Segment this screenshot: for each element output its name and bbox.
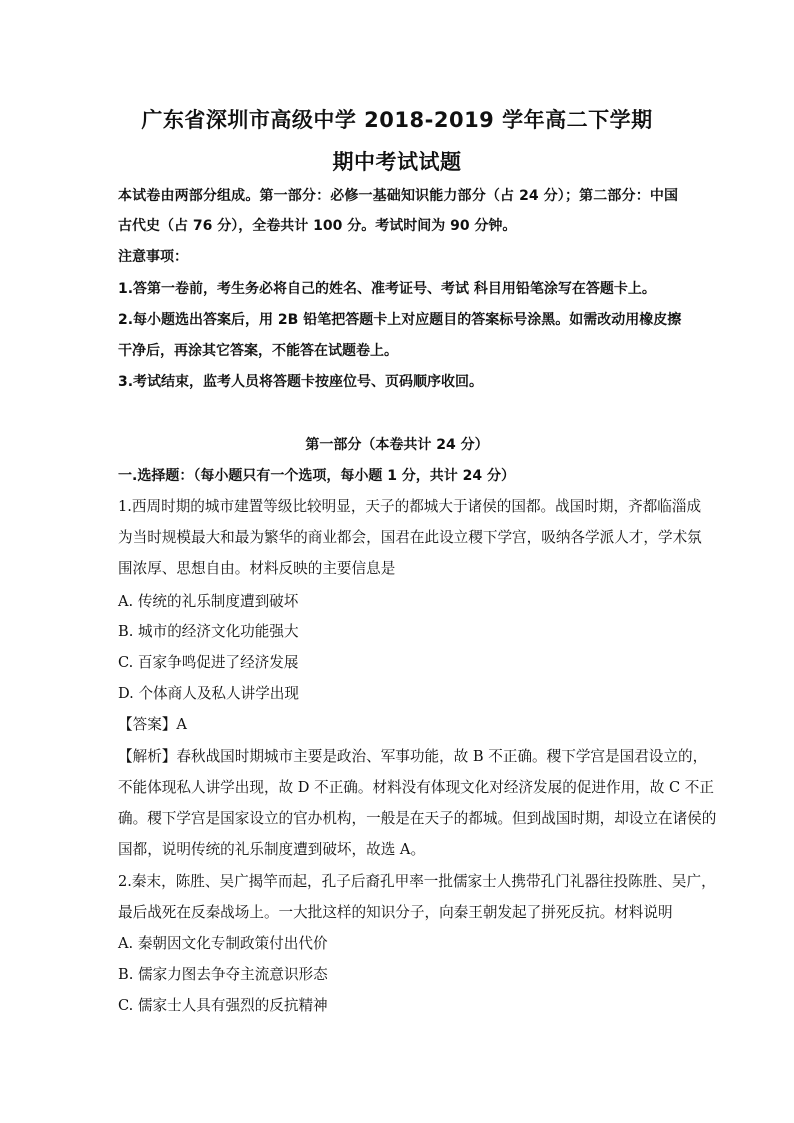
q2-option-a: A. 秦朝因文化专制政策付出代价 [118,935,328,952]
notes-item-3: 3.考试结束，监考人员将答题卡按座位号、页码顺序收回。 [118,374,484,390]
intro-line-2: 古代史（占 76 分），全卷共计 100 分。考试时间为 90 分钟。 [118,218,517,234]
notes-item-2-line-1: 2.每小题选出答案后，用 2B 铅笔把答题卡上对应题目的答案标号涂黑。如需改动用橡皮擦 [118,312,682,328]
q1-option-a: A. 传统的礼乐制度遭到破坏 [118,593,299,610]
q1-analysis-line-4: 国都，说明传统的礼乐制度遭到破坏，故选 A。 [118,841,426,858]
notes-item-2-line-2: 干净后，再涂其它答案，不能答在试题卷上。 [118,343,398,359]
q1-option-d: D. 个体商人及私人讲学出现 [118,685,299,702]
notes-heading: 注意事项： [118,249,188,265]
q2-stem-line-1: 2.秦末，陈胜、吴广揭竿而起，孔子后裔孔甲率一批儒家士人携带孔门礼器往投陈胜、吴广， [118,873,716,890]
document-title-line-1: 广东省深圳市高级中学 2018-2019 学年高二下学期 [141,108,653,132]
q1-stem-line-1: 1.西周时期的城市建置等级比较明显，天子的都城大于诸侯的国都。战国时期，齐都临淄成 [118,498,702,515]
q1-analysis-line-1: 【解析】春秋战国时期城市主要是政治、军事功能，故 B 不正确。稷下学宫是国君设立的， [118,748,708,765]
section-heading: 一.选择题：（每小题只有一个选项，每小题 1 分，共计 24 分） [118,468,516,484]
q2-stem-line-2: 最后战死在反秦战场上。一大批这样的知识分子，向秦王朝发起了拼死反抗。材料说明 [118,904,673,921]
q1-option-b: B. 城市的经济文化功能强大 [118,623,299,640]
document-title-line-2: 期中考试试题 [332,150,462,174]
q1-stem-line-2: 为当时规模最大和最为繁华的商业都会，国君在此设立稷下学宫，吸纳各学派人才，学术氛 [118,529,702,546]
q2-option-b: B. 儒家力图去争夺主流意识形态 [118,966,328,983]
q1-stem-line-3: 围浓厚、思想自由。材料反映的主要信息是 [118,560,396,577]
notes-item-1: 1.答第一卷前，考生务必将自己的姓名、准考证号、考试 科目用铅笔涂写在答题卡上。 [118,281,656,297]
q1-analysis-line-3: 确。稷下学宫是国家设立的官办机构，一般是在天子的都城。但到战国时期，却设立在诸侯的 [118,810,717,827]
q1-analysis-line-2: 不能体现私人讲学出现，故 D 不正确。材料没有体现文化对经济发展的促进作用，故 C 不正 [118,779,714,796]
part1-heading: 第一部分（本卷共计 24 分） [305,437,489,453]
q1-option-c: C. 百家争鸣促进了经济发展 [118,654,299,671]
q2-option-c: C. 儒家士人具有强烈的反抗精神 [118,997,328,1014]
intro-line-1: 本试卷由两部分组成。第一部分：必修一基础知识能力部分（占 24 分）；第二部分：中国 [118,188,678,204]
q1-answer: 【答案】A [118,716,187,733]
